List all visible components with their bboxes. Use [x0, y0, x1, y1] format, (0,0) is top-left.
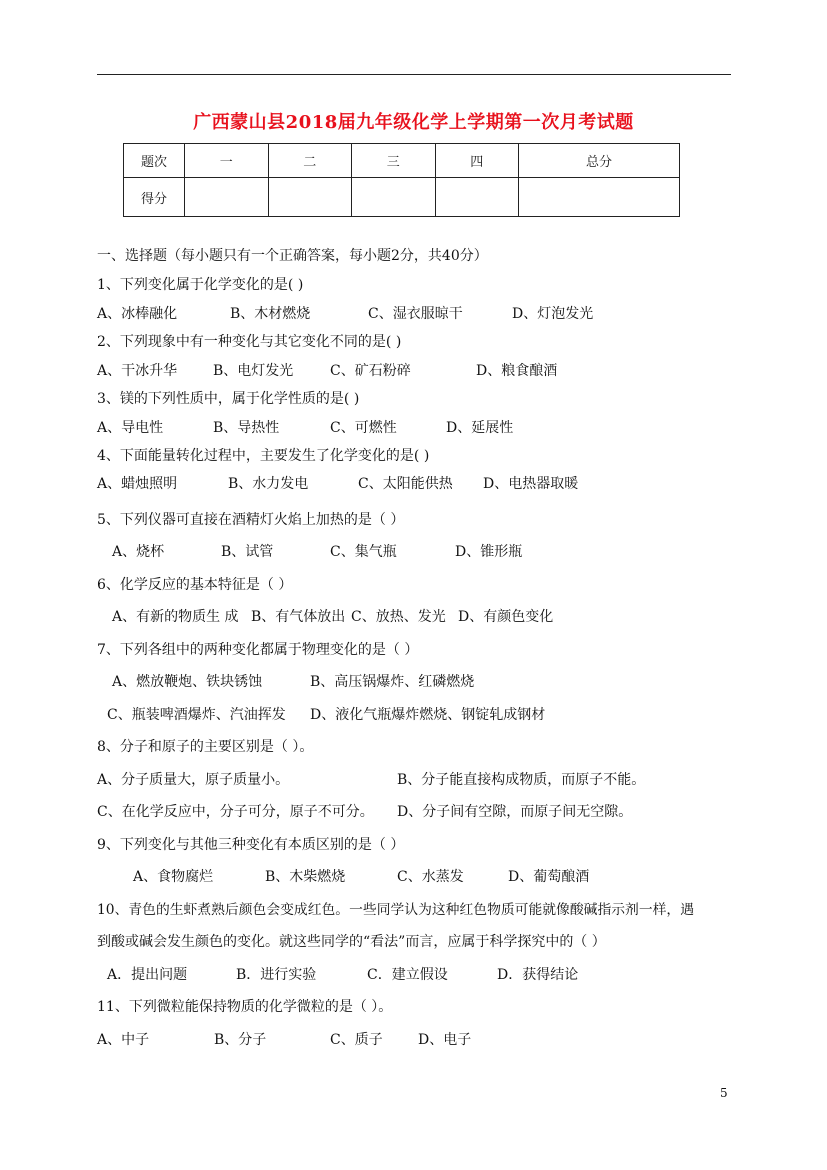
option-b: B、木材燃烧 — [230, 306, 311, 322]
option-d: D．获得结论 — [497, 967, 579, 983]
section-heading: 一、选择题（每小题只有一个正确答案，每小题2分，共40分） — [97, 248, 488, 264]
option-c: C、放热、发光 — [351, 609, 446, 625]
option-d: D、锥形瓶 — [455, 544, 523, 560]
option-b: B、试管 — [221, 544, 274, 560]
option-a: A、冰棒融化 — [97, 306, 178, 322]
option-d: D、液化气瓶爆炸燃烧、钢锭轧成钢材 — [310, 707, 546, 723]
score-table-score-row — [124, 178, 680, 217]
option-c: C．建立假设 — [367, 967, 448, 983]
option-d: D、电热器取暖 — [483, 476, 579, 492]
option-a: A、干冰升华 — [97, 363, 178, 379]
option-a: A、烧杯 — [112, 544, 165, 560]
option-d: D、有颜色变化 — [458, 609, 554, 625]
option-d: D、分子间有空隙，而原子间无空隙。 — [397, 804, 633, 820]
option-c: C、矿石粉碎 — [330, 363, 411, 379]
option-a: A、分子质量大，原子质量小。 — [97, 772, 290, 788]
option-b: B、木柴燃烧 — [265, 869, 346, 885]
question-stem: 11、下列微粒能保持物质的化学微粒的是（ ）。 — [97, 999, 393, 1015]
score-cell — [352, 178, 436, 217]
option-d: D、粮食酿酒 — [476, 363, 558, 379]
option-c: C、瓶装啤酒爆炸、汽油挥发 — [107, 707, 286, 723]
question-stem: 7、下列各组中的两种变化都属于物理变化的是（ ） — [97, 642, 419, 658]
header-rule — [97, 74, 731, 75]
question-stem: 2、下列现象中有一种变化与其它变化不同的是( ) — [97, 334, 402, 350]
option-c: C、集气瓶 — [330, 544, 397, 560]
option-d: D、灯泡发光 — [512, 306, 594, 322]
option-a: A．提出问题 — [107, 967, 188, 983]
option-a: A、燃放鞭炮、铁块锈蚀 — [112, 674, 263, 690]
option-b: B、导热性 — [213, 420, 280, 436]
question-stem: 9、下列变化与其他三种变化有本质区别的是（ ） — [97, 837, 405, 853]
question-stem: 1、下列变化属于化学变化的是( ) — [97, 277, 304, 293]
option-a: A、导电性 — [97, 420, 164, 436]
table-cell: 得分 — [124, 178, 185, 217]
option-c: C、太阳能供热 — [358, 476, 453, 492]
option-b: B、有气体放出 — [251, 609, 346, 625]
option-a: A、食物腐烂 — [133, 869, 214, 885]
question-stem: 3、镁的下列性质中，属于化学性质的是( ) — [97, 391, 360, 407]
option-c: C、在化学反应中，分子可分，原子不可分。 — [97, 804, 374, 820]
option-b: B、水力发电 — [228, 476, 309, 492]
score-table — [123, 143, 680, 217]
table-cell: 四 — [435, 144, 519, 178]
option-a: A、中子 — [97, 1032, 150, 1048]
option-a: A、有新的物质生 成 — [112, 609, 239, 625]
table-cell: 二 — [268, 144, 352, 178]
option-b: B、分子 — [214, 1032, 267, 1048]
option-b: B、电灯发光 — [213, 363, 294, 379]
option-c: C、水蒸发 — [397, 869, 464, 885]
option-d: D、葡萄酿酒 — [508, 869, 590, 885]
option-a: A、蜡烛照明 — [97, 476, 178, 492]
score-cell — [185, 178, 269, 217]
option-b: B、分子能直接构成物质，而原子不能。 — [397, 772, 646, 788]
question-stem: 8、分子和原子的主要区别是（ ）。 — [97, 739, 314, 755]
option-d: D、延展性 — [446, 420, 514, 436]
question-stem: 6、化学反应的基本特征是（ ） — [97, 577, 293, 593]
question-stem: 5、下列仪器可直接在酒精灯火焰上加热的是（ ） — [97, 512, 405, 528]
table-cell: 一 — [185, 144, 269, 178]
page-title: 广西蒙山县2018届九年级化学上学期第一次月考试题 — [193, 112, 634, 133]
option-c: C、可燃性 — [330, 420, 397, 436]
score-cell — [268, 178, 352, 217]
option-b: B．进行实验 — [236, 967, 317, 983]
option-b: B、高压锅爆炸、红磷燃烧 — [310, 674, 475, 690]
option-d: D、电子 — [418, 1032, 472, 1048]
table-cell: 题次 — [124, 144, 185, 178]
option-c: C、湿衣服晾干 — [368, 306, 463, 322]
table-cell: 总分 — [519, 144, 680, 178]
page-number: 5 — [720, 1086, 728, 1100]
score-cell — [519, 178, 680, 217]
score-table-header-row — [124, 144, 680, 178]
option-c: C、质子 — [330, 1032, 383, 1048]
question-stem-continued: 到酸或碱会发生颜色的变化。就这些同学的“看法”而言，应属于科学探究中的（ ） — [97, 934, 606, 950]
table-cell: 三 — [352, 144, 436, 178]
score-cell — [435, 178, 519, 217]
question-stem: 4、下面能量转化过程中，主要发生了化学变化的是( ) — [97, 448, 430, 464]
question-stem: 10、青色的生虾煮熟后颜色会变成红色。一些同学认为这种红色物质可能就像酸碱指示剂一样，遇 — [97, 902, 695, 918]
